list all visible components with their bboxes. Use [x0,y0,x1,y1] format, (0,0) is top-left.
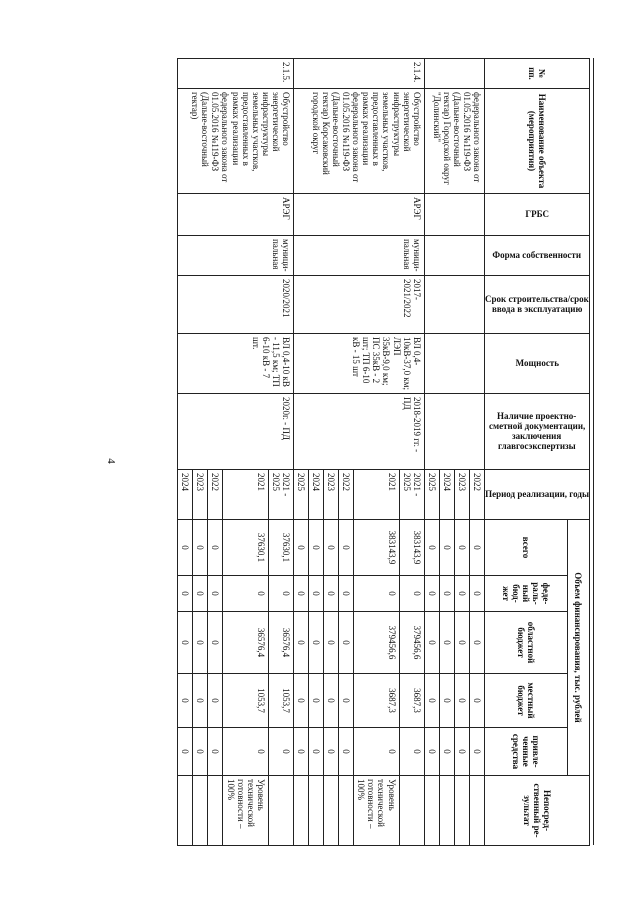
cell-capacity: ВЛ 0,4-10кВ-37,0 км; ЛЭП 35кВ-9,0 км; ПС 35кВ - 2 шт; ТП 6-10 кВ - 15 шт [293,334,424,394]
cell-federal: 0 [223,576,268,612]
header-period: Период реализации, годы [485,470,590,520]
header-construction-period: Срок строительства/срок ввода в эксплуатацию [485,276,590,334]
cell-local: 3687,3 [354,674,399,728]
header-attracted: привле-ченные средства [485,728,568,776]
cell-period: 2021 - 2025 [399,470,424,520]
cell-period: 2021 - 2025 [268,470,293,520]
cell-result [424,776,439,846]
cell-period: 2022 [339,470,354,520]
cell-regional: 0 [208,612,223,674]
cell-attracted: 0 [469,728,484,776]
cell-design-docs [424,394,484,470]
cell-total: 383143,9 [354,520,399,576]
cell-attracted: 0 [178,728,193,776]
cell-total: 383143,9 [399,520,424,576]
cell-federal: 0 [399,576,424,612]
cell-result [208,776,223,846]
cell-regional: 0 [454,612,469,674]
cell-attracted: 0 [424,728,439,776]
cell-name: федерального закона от 01.05.2016 №119-ФЗ (Дальне-восточный гектар) Городской округ "Долинский" [424,89,484,194]
cell-result [439,776,454,846]
cell-attracted: 0 [354,728,399,776]
cell-ownership [424,236,484,276]
cell-result: Уровень технической готовности – 100% [223,776,268,846]
cell-design-docs: 2018-2019 гг. - ПД [293,394,424,470]
cell-result [339,776,354,846]
cell-regional: 36576,4 [268,612,293,674]
cell-design-docs: 2020г. - ПД [178,394,294,470]
cell-grbs: АРЭГ [293,194,424,236]
top-rule [593,58,594,845]
cell-num: 2.1.4. [293,59,424,89]
cell-total: 0 [424,520,439,576]
header-funding-group: Объем финансирования, тыс. рублей [567,520,589,776]
cell-regional: 36576,4 [223,612,268,674]
cell-period: 2024 [308,470,323,520]
cell-federal: 0 [424,576,439,612]
header-grbs: ГРБС [485,194,590,236]
cell-federal: 0 [268,576,293,612]
cell-local: 0 [293,674,308,728]
cell-local: 0 [324,674,339,728]
page-number: 4 [104,458,117,464]
cell-period: 2022 [469,470,484,520]
cell-federal: 0 [308,576,323,612]
cell-regional: 379456,6 [399,612,424,674]
cell-construction-period: 2020/2021 [178,276,294,334]
cell-result [178,776,193,846]
cell-attracted: 0 [193,728,208,776]
header-num: № пп. [485,59,590,89]
cell-ownership: муници-пальная [293,236,424,276]
cell-period: 2025 [293,470,308,520]
cell-num [424,59,484,89]
cell-result: Уровень технической готовности – 100% [354,776,399,846]
cell-local: 0 [308,674,323,728]
cell-ownership: муници-пальная [178,236,294,276]
cell-result [268,776,293,846]
cell-federal: 0 [339,576,354,612]
cell-local: 0 [469,674,484,728]
cell-attracted: 0 [439,728,454,776]
cell-period: 2023 [324,470,339,520]
cell-construction-period [424,276,484,334]
cell-period: 2023 [193,470,208,520]
cell-period: 2022 [208,470,223,520]
cell-regional: 0 [293,612,308,674]
cell-total: 0 [178,520,193,576]
cell-local: 1053,7 [223,674,268,728]
cell-attracted: 0 [223,728,268,776]
cell-result [454,776,469,846]
cell-federal: 0 [439,576,454,612]
cell-regional: 0 [339,612,354,674]
header-regional: областной бюджет [485,612,568,674]
table-row [399,59,424,846]
cell-local: 0 [439,674,454,728]
cell-local: 0 [208,674,223,728]
cell-result [193,776,208,846]
cell-result [324,776,339,846]
cell-name: Обустройство энергетической инфраструктуры земельных участков, предоставленных в рамках реализации федерального закона от 01.05.2016 №119-ФЗ (Дальне-восточный гектар) Корсаковский городской округ [293,89,424,194]
cell-federal: 0 [193,576,208,612]
cell-federal: 0 [354,576,399,612]
cell-local: 0 [339,674,354,728]
cell-local: 1053,7 [268,674,293,728]
cell-attracted: 0 [339,728,354,776]
cell-regional: 379456,6 [354,612,399,674]
cell-regional: 0 [308,612,323,674]
cell-regional: 0 [424,612,439,674]
cell-construction-period: 2017-2021/2022 [293,276,424,334]
cell-federal: 0 [454,576,469,612]
cell-grbs: АРЭГ [178,194,294,236]
cell-federal: 0 [208,576,223,612]
table-header [485,59,590,846]
document-sheet [96,58,590,845]
cell-total: 0 [454,520,469,576]
cell-capacity [424,334,484,394]
cell-federal: 0 [469,576,484,612]
cell-attracted: 0 [454,728,469,776]
cell-attracted: 0 [208,728,223,776]
funding-table [177,58,590,846]
cell-total: 0 [439,520,454,576]
cell-attracted: 0 [324,728,339,776]
cell-period: 2021 [223,470,268,520]
cell-regional: 0 [439,612,454,674]
cell-total: 0 [308,520,323,576]
cell-attracted: 0 [399,728,424,776]
cell-result [308,776,323,846]
cell-result [469,776,484,846]
cell-period: 2023 [454,470,469,520]
header-result: Непосред-ственный ре-зультат [485,776,590,846]
cell-local: 3687,3 [399,674,424,728]
cell-regional: 0 [178,612,193,674]
cell-result [399,776,424,846]
cell-local: 0 [193,674,208,728]
header-federal: феде-раль-ный бюд-жет [485,576,568,612]
cell-federal: 0 [293,576,308,612]
cell-total: 37630,1 [223,520,268,576]
cell-total: 37630,1 [268,520,293,576]
cell-period: 2025 [424,470,439,520]
cell-regional: 0 [193,612,208,674]
cell-regional: 0 [469,612,484,674]
cell-grbs [424,194,484,236]
cell-num: 2.1.5. [178,59,294,89]
header-ownership: Форма собственности [485,236,590,276]
cell-federal: 0 [178,576,193,612]
header-capacity: Мощность [485,334,590,394]
cell-local: 0 [424,674,439,728]
cell-capacity: ВЛ 0,4-10 кВ - 11,5 км; ТП 6-10 кВ - 7 шт. [178,334,294,394]
cell-name: Обустройство энергетической инфраструктуры земельных участков, предоставленных в рамках реализации федерального закона от 01.05.2016 №119-ФЗ (Дальне-восточный гектар) [178,89,294,194]
cell-period: 2024 [178,470,193,520]
cell-period: 2024 [439,470,454,520]
cell-attracted: 0 [293,728,308,776]
cell-result [293,776,308,846]
table-row [268,59,293,846]
cell-total: 0 [339,520,354,576]
cell-regional: 0 [324,612,339,674]
cell-local: 0 [454,674,469,728]
cell-attracted: 0 [268,728,293,776]
cell-period: 2021 [354,470,399,520]
cell-federal: 0 [324,576,339,612]
cell-total: 0 [293,520,308,576]
header-name: Наименование объекта (мероприятия) [485,89,590,194]
cell-total: 0 [193,520,208,576]
table-body [178,59,485,846]
table-row [469,59,484,846]
header-total: всего [485,520,568,576]
cell-local: 0 [178,674,193,728]
header-design-docs: Наличие проектно-сметной документации, заключения главгосэкспертизы [485,394,590,470]
header-local: местный бюджет [485,674,568,728]
cell-total: 0 [324,520,339,576]
cell-total: 0 [469,520,484,576]
cell-total: 0 [208,520,223,576]
cell-attracted: 0 [308,728,323,776]
